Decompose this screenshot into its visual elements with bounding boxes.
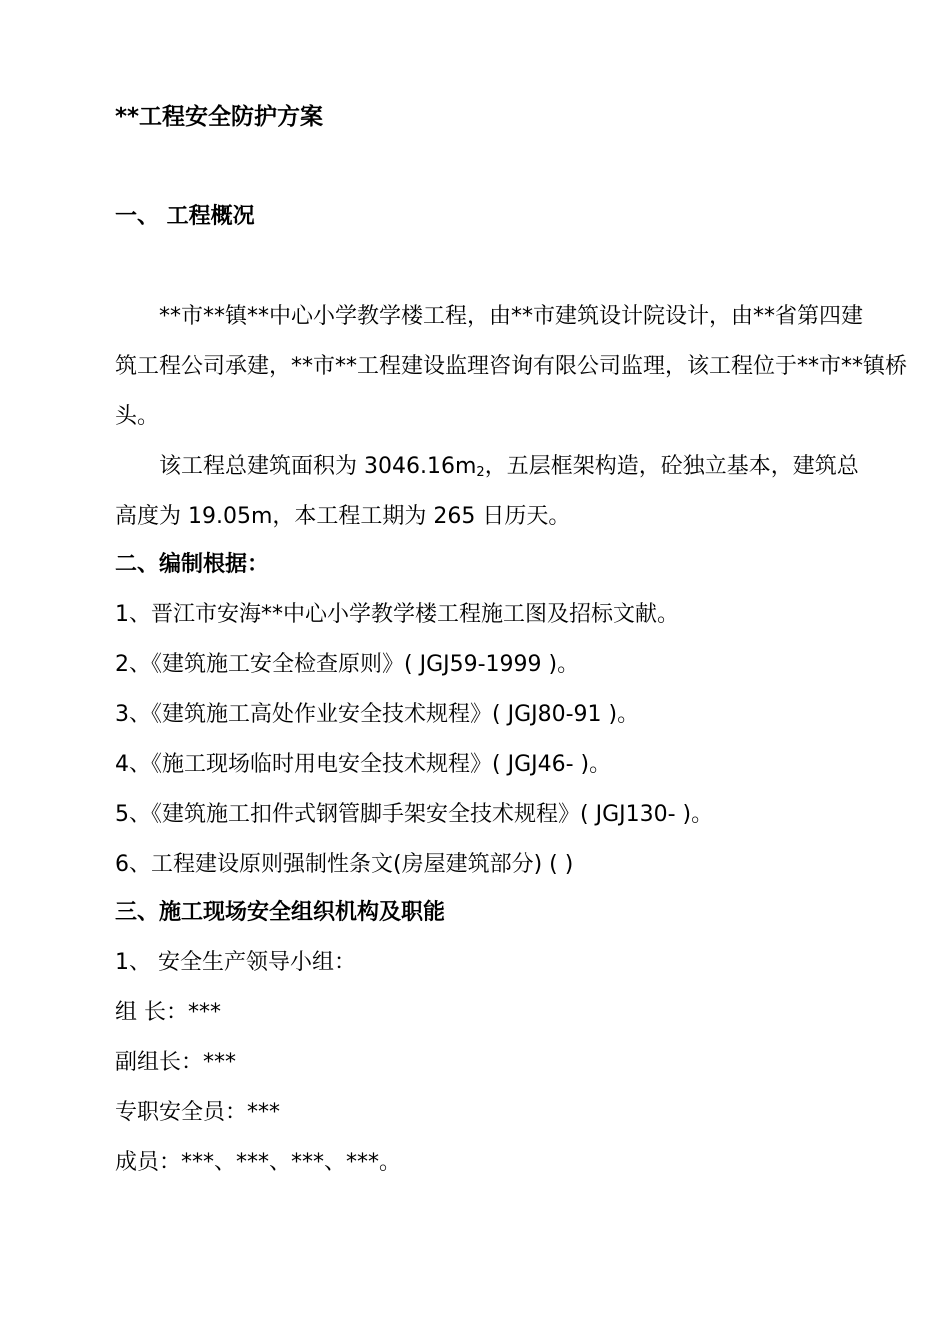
overview-paragraph-line-2: 筑工程公司承建，**市**工程建设监理咨询有限公司监理，该工程位于**市**镇桥	[115, 354, 908, 379]
member-line: 副组长：***	[115, 1050, 237, 1075]
basis-list-item: 6、工程建设原则强制性条文(房屋建筑部分) ( )	[115, 852, 574, 877]
basis-list-item: 3、《建筑施工高处作业安全技术规程》( JGJ80-91 )。	[115, 702, 640, 727]
basis-list-item: 2、《建筑施工安全检查原则》( JGJ59-1999 )。	[115, 652, 580, 677]
overview-paragraph-line-3: 头。	[115, 404, 160, 429]
area-paragraph-line-2: 高度为 19.05m，本工程工期为 265 日历天。	[115, 504, 571, 529]
section-heading-organization: 三、施工现场安全组织机构及职能	[115, 900, 446, 925]
overview-paragraph-line-1: **市**镇**中心小学教学楼工程，由**市建筑设计院设计，由**省第四建	[159, 304, 864, 329]
area-unit-subscript: 2	[476, 465, 485, 480]
document-title: **工程安全防护方案	[115, 104, 324, 130]
section-heading-basis: 二、编制根据：	[115, 552, 270, 577]
area-text-end: ，五层框架构造，砼独立基本，建筑总	[484, 454, 859, 479]
leadership-group-heading: 1、 安全生产领导小组：	[115, 950, 356, 975]
member-line: 成员：***、***、***、***。	[115, 1150, 402, 1175]
member-line: 组 长：***	[115, 1000, 221, 1025]
section-heading-overview: 一、 工程概况	[115, 204, 255, 229]
basis-list-item: 5、《建筑施工扣件式钢管脚手架安全技术规程》( JGJ130- )。	[115, 802, 714, 827]
basis-list-item: 4、《施工现场临时用电安全技术规程》( JGJ46- )。	[115, 752, 612, 777]
basis-list-item: 1、晋江市安海**中心小学教学楼工程施工图及招标文献。	[115, 602, 679, 627]
member-line: 专职安全员：***	[115, 1100, 281, 1125]
area-paragraph-line-1	[159, 452, 859, 488]
area-text-start: 该工程总建筑面积为 3046.16m	[159, 454, 477, 479]
